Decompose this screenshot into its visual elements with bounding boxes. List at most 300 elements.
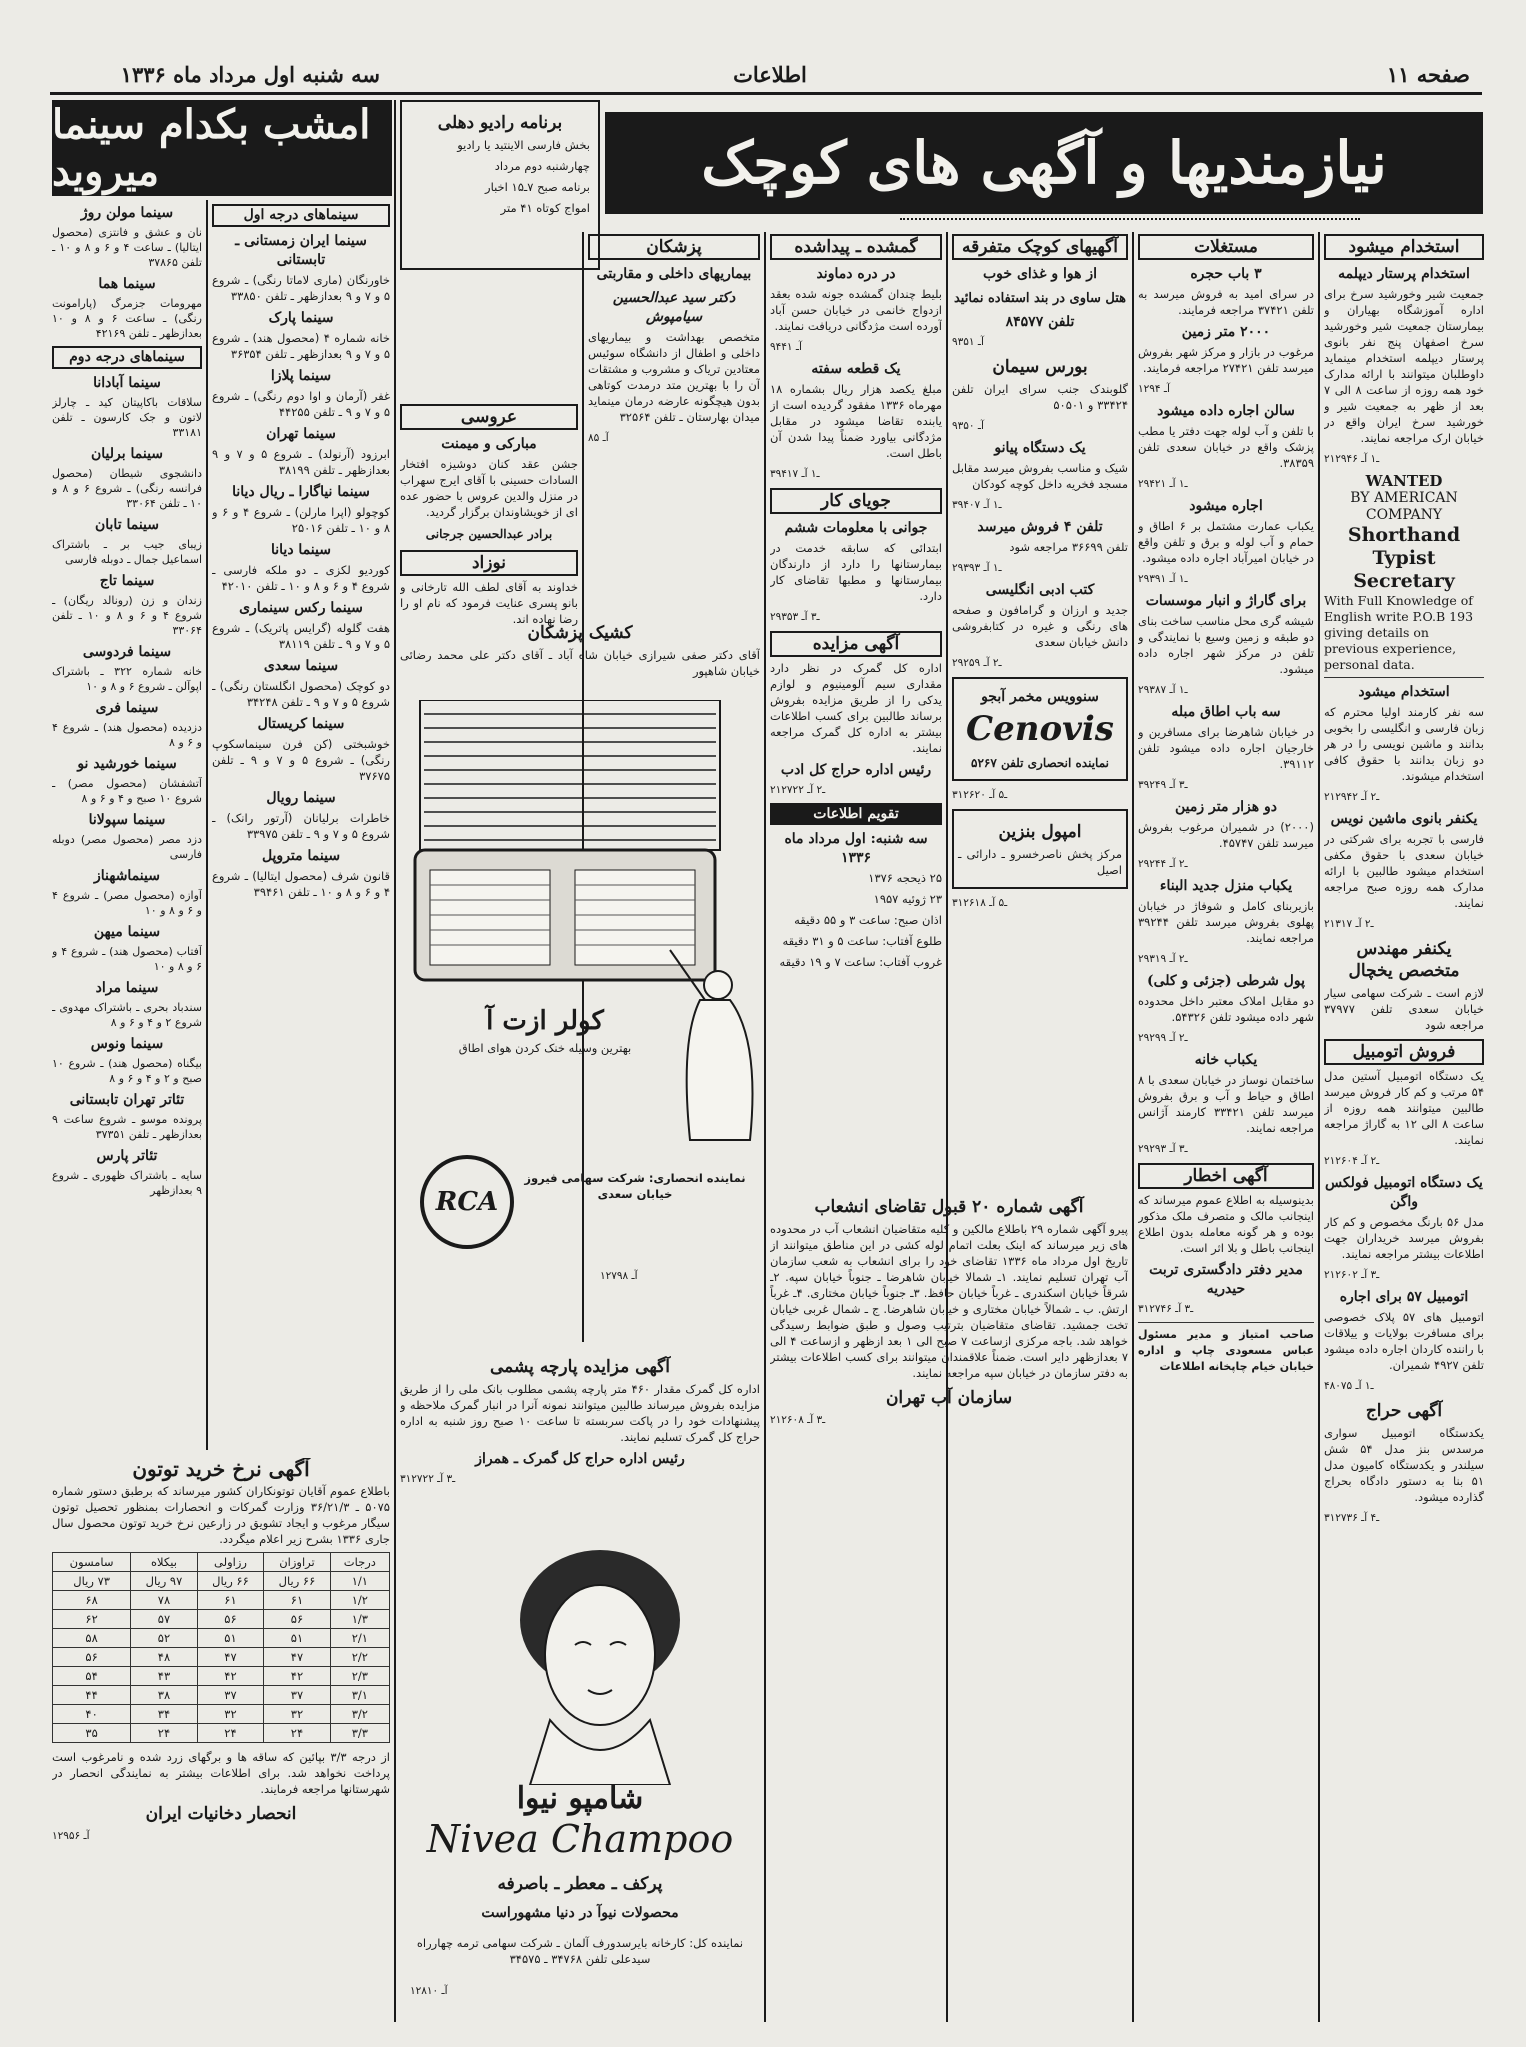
ad-code: ۳ـ۱ آـ ۹۴۰۷ — [952, 499, 1002, 511]
table-cell: ۵۶ — [264, 1610, 331, 1629]
calendar-day: سه شنبه: اول مرداد ماه ۱۳۳۶ — [784, 831, 928, 866]
ad-title: اجاره میشود — [1189, 498, 1263, 514]
newborn-header: نوزاد — [400, 550, 578, 576]
cinema-program: هفت گلوله (گرایس پاتریک) ـ شروع ۵ و ۷ و ۹ ـ تلفن ۳۸۱۱۹ — [212, 621, 390, 651]
doctor-name: دکتر سید عبدالحسین سیامپوش — [612, 290, 736, 325]
cinema-name: سینما پلازا — [270, 368, 332, 384]
ad-body: در سرای امید به فروش میرسد به تلفن ۳۷۴۲۱ مراجعه فرمایند. — [1138, 287, 1314, 317]
table-cell: ۵۸ — [53, 1629, 131, 1648]
water-notice — [770, 1196, 1128, 2022]
table-cell: ۹۷ ریال — [131, 1572, 198, 1591]
water-body: پیرو آگهی شماره ۲۹ باطلاع مالکین و کلیه متقاضیان انشعاب آب در محدوده های زیر میرساند که اینک بعلت اتمام لوله کشی در این مناطق میتوانند از تاریخ اول مرداد ماه ۱۳۳۶ تقاضای خود را برای انشعاب به شعب سازمان آب تهران تسلیم نمایند. ۱ـ شمالا خیابان شاهرضا ـ جنوباً خیابان سپه. ۲ـ شرقاً خیابان اسکندری ـ غرباً خیابان حافظ. ۳ـ جنوباً خیابان مختاری. ۴ـ غرباً ارتش. ب ـ شمالاً خیابان مختاری و خیابان شاهرضا. ج ـ شمال غربی خیابان تخت جمشید. تقاضای متقاضیان بترتیب وصول و طبق ضوابط رسیدگی خواهد شد. باجه مرکزی ازساعت ۷ صبح الی ۱ بعد ازظهر و ازساعت ۴ الی ۷ بعدازظهر دایر است. ضمناً علاقمندان میتوانند برای کسب اطلاعات بیشتر به دفتر سازمان در خیابان سپه مراجعه نمایند. — [770, 1222, 1128, 1380]
nivea-agent: نماینده کل: کارخانه بایرسدورف آلمان ـ شرکت سهامی ترمه چهارراه سیدعلی تلفن ۳۴۷۶۸ ـ ۳۴۵۷۵ — [416, 1936, 744, 1966]
warning-title: آگهی اخطار — [1138, 1163, 1314, 1189]
cloth-title: آگهی مزایده پارچه پشمی — [490, 1357, 670, 1377]
table-cell: ۶۲ — [53, 1610, 131, 1629]
table-cell: ۲/۱ — [330, 1629, 389, 1648]
cinema-program: سلاقات باکاپیتان کید ـ چارلز لاتون و جک کارسون ـ تلفن ۳۳۱۸۱ — [52, 396, 202, 439]
rca-logo: RCA — [420, 1155, 514, 1249]
ad-code: آـ ۱۲۹۵۶ — [52, 1830, 90, 1842]
ad-title: تلفن ۴ فروش میرسد — [977, 519, 1103, 535]
column-rule — [206, 200, 208, 1450]
column-header: سامسون — [53, 1553, 131, 1572]
ad-code: آـ ۸۵ — [588, 432, 609, 444]
wedding-subtitle: مبارکی و میمنت — [441, 436, 537, 452]
ad-code: ۲ـ۲ آـ ۱۲۷۲۲ — [770, 784, 826, 796]
table-cell: ۳۸ — [131, 1686, 198, 1705]
cinema-program: آوازه (محصول مصر) ـ شروع ۴ و ۶ و ۸ و ۱۰ — [52, 889, 202, 917]
ad-body: با تلفن و آب لوله جهت دفتر یا مطب پزشک واقع در خیابان سعدی تلفن ۳۸۳۵۹. — [1138, 424, 1314, 470]
cinemas-second-class — [52, 204, 202, 1444]
lost-found-column — [770, 234, 942, 1184]
wanted-body: With Full Knowledge of English write P.O.B 193 giving details on previous experience, personal data. — [1324, 593, 1474, 672]
ad-code: ۲ـ۲ آـ ۹۲۵۹ — [952, 657, 1002, 669]
ad-code: ۲ـ۱ آـ ۹۳۸۷ — [1138, 684, 1188, 696]
cinema-banner: امشب بکدام سینما میروید — [52, 100, 392, 196]
small-ads-column — [952, 234, 1128, 1334]
table-row — [53, 1705, 390, 1724]
cinema-program: زندان و زن (رونالد ریگان) ـ شروع ۴ و ۶ و ۸ و ۱۰ ـ تلفن ۳۳۰۶۴ — [52, 594, 202, 637]
ad-title: جوانی با معلومات ششم — [784, 520, 928, 536]
table-cell: ۶۸ — [53, 1591, 131, 1610]
cinema-name: سینما میهن — [93, 924, 161, 940]
table-cell: ۴۰ — [53, 1705, 131, 1724]
cinema-name: سینما ونوس — [90, 1036, 164, 1052]
ad-body: یکدستگاه اتومبیل سواری مرسدس بنز مدل ۵۴ شش سیلندر و یکدستگاه کامیون مدل ۵۱ بنا به دستور دادگاه بحراج گذارده میشود. — [1324, 1426, 1484, 1504]
table-cell: ۴۷ — [264, 1648, 331, 1667]
ad-body: شیشه گری محل مناسب ساخت بنای دو طبقه و زمین وسیع با نمایندگی و تلفن در مرکز شهر اجاره داده میشود. — [1138, 614, 1314, 676]
cinema-name: سینما فری — [95, 700, 159, 716]
ad-body: بدینوسیله به اطلاع عموم میرساند که اینجانب مالک و متصرف ملک مذکور بوده و هر گونه معامله بدون اطلاع اینجانب باطل و بلا اثر است. — [1138, 1193, 1314, 1255]
table-row — [53, 1648, 390, 1667]
cinemas-first-class — [212, 204, 390, 1444]
cinema-name: سینما نیاگارا ـ ریال دیانا — [232, 484, 370, 500]
employment-column — [1324, 234, 1484, 2024]
radio-line: بخش فارسی الاینتید یا رادیو — [457, 138, 590, 152]
cinema-name: سینما مراد — [95, 980, 159, 996]
cinema-name: سینما سعدی — [263, 658, 339, 674]
table-cell: ۳/۳ — [330, 1724, 389, 1743]
table-cell: ۳۷ — [264, 1686, 331, 1705]
ad-body: ابتدائی که سابقه خدمت در بیمارستانها را دارد از دارندگان بیمارستانها و مطبها تقاضای کار دارد. — [770, 541, 942, 603]
ad-code: ۲ـ۱ آـ ۹۳۹۳ — [952, 562, 1002, 574]
divider — [1324, 677, 1484, 678]
column-header: تراوزان — [264, 1553, 331, 1572]
ad-body: فارسی با تجربه برای شرکتی در خیابان سعدی با حقوق مکفی استخدام میشود طالبین با ارائه مدارک همه روزه صبح مراجعه نمایند. — [1324, 832, 1484, 910]
ad-code: ۲ـ۲ آـ ۱۳۱۷ — [1324, 918, 1374, 930]
cinema-program: دزد مصر (محصول مصر) دوبله فارسی — [52, 833, 202, 861]
tobacco-note: از درجه ۳/۳ بپائین که ساقه ها و برگهای زرد شده و نامرغوب است پرداخت نخواهد شد. برای اطلاعات بیشتر به نمایندگی انحصار در شهرستانها مراجعه فرمایند. — [52, 1750, 390, 1796]
cinema-name: تئاتر پارس — [96, 1148, 158, 1164]
table-cell: ۱/۱ — [330, 1572, 389, 1591]
ad-body: مدل ۵۶ بارنگ مخصوص و کم کار بفروش میرسد خریداران جهت اطلاعات بیشتر مراجعه نمایند. — [1324, 1215, 1484, 1261]
cenovis-agent: نماینده انحصاری تلفن ۵۲۶۷ — [971, 756, 1109, 770]
column-header: بیکلاه — [131, 1553, 198, 1572]
cinema-program: خانه شماره ۴ (محصول هند) ـ شروع ۵ و ۷ و ۹ بعدازظهر ـ تلفن ۳۶۳۵۴ — [212, 331, 390, 361]
table-cell: ۳۷ — [197, 1686, 264, 1705]
cinema-program: ابرزود (آرنولد) ـ شروع ۵ و ۷ و ۹ بعدازظهر ـ تلفن ۳۸۱۹۹ — [212, 447, 390, 477]
table-cell: ۳/۱ — [330, 1686, 389, 1705]
cinema-name: سینما کریستال — [257, 716, 345, 732]
cloth-signature: رئیس اداره حراج کل گمرک ـ همراز — [475, 1451, 685, 1467]
cinema-name: سینما تاج — [99, 573, 155, 589]
tobacco-notice — [52, 1458, 390, 2022]
table-cell: ۶۶ ریال — [197, 1572, 264, 1591]
cinema-name: سینماهای درجه دوم — [52, 346, 202, 369]
column-header: درجات — [330, 1553, 389, 1572]
header-rule — [50, 92, 1482, 95]
ad-title: پول شرطی (جزئی و کلی) — [1147, 973, 1305, 989]
auction-header: آگهی مزایده — [770, 631, 942, 657]
rca-title: کولر ازت آ — [486, 1006, 604, 1036]
column-rule — [764, 232, 766, 2022]
cinema-program: مهرومات جزمرگ (پارامونت رنگی) ـ ساعت ۶ و ۸ و ۱۰ بعدازظهر ـ تلفن ۴۲۱۶۹ — [52, 297, 202, 340]
doctors-header: پزشکان — [588, 234, 760, 260]
ad-body: شیک و مناسب بفروش میرسد مقابل مسجد فخریه داخل کوچه کودکان — [952, 461, 1128, 491]
table-cell: ۲۴ — [264, 1724, 331, 1743]
table-cell: ۲/۲ — [330, 1648, 389, 1667]
newborn-body: خداوند به آقای لطف الله تارخانی و بانو پسری عنایت فرمود که نام او را رضا نهاده اند. — [400, 580, 578, 626]
ad-title: برای گاراژ و انبار موسسات — [1145, 593, 1307, 609]
ad-code: ۲ـ۲ آـ ۹۲۴۴ — [1138, 858, 1188, 870]
table-row — [53, 1591, 390, 1610]
ad-code: ۲ـ۲ آـ ۱۲۹۴۲ — [1324, 791, 1380, 803]
ad-code: ۲ـ۲ آـ ۹۳۱۹ — [1138, 953, 1188, 965]
table-cell: ۶۱ — [197, 1591, 264, 1610]
cinema-name: سینما هما — [98, 276, 156, 292]
ad-title: یکباب خانه — [1194, 1052, 1258, 1068]
ad-body: یکباب عمارت مشتمل بر ۶ اطاق و حمام و آب لوله و برق و تلفن واقع در خیابان امیرآباد اجاره داده میشود. — [1138, 519, 1314, 565]
ad-body: اتومبیل های ۵۷ پلاک خصوصی برای مسافرت بولایات و ییلاقات با راننده کاردان اجاره داده میشود تلفن ۴۹۲۷ شمیران. — [1324, 1310, 1484, 1372]
ad-title: آگهی حراج — [1365, 1401, 1443, 1421]
ad-title: یکنفر مهندس متخصص یخچال — [1348, 939, 1460, 981]
calendar-line: طلوع آفتاب: ساعت ۵ و ۳۱ دقیقه — [782, 934, 942, 948]
rca-subtitle: بهترین وسیله خنک کردن هوای اطاق — [458, 1041, 632, 1055]
cinema-program: دانشجوی شیطان (محصول فرانسه رنگی) ـ شروع ۶ و ۸ و ۱۰ ـ تلفن ۳۳۰۶۴ — [52, 467, 202, 510]
table-row — [53, 1724, 390, 1743]
cinema-program: پرونده موسو ـ شروع ساعت ۹ بعدازظهر ـ تلفن ۳۷۳۵۱ — [52, 1113, 202, 1141]
ad-code: ۳ـ۳ آـ ۹۲۴۹ — [1138, 779, 1188, 791]
calendar-line: اذان صبح: ساعت ۳ و ۵۵ دقیقه — [794, 913, 942, 927]
ad-title: یکنفر بانوی ماشین نویس — [1330, 811, 1478, 827]
rca-cooler-ad — [400, 700, 760, 1350]
table-cell: ۱/۲ — [330, 1591, 389, 1610]
nivea-title-en: Nivea Champoo — [426, 1817, 734, 1861]
ad-title: در دره دماوند — [816, 266, 896, 282]
table-row — [53, 1572, 390, 1591]
ampoule-title: امپول بنزین — [998, 822, 1082, 842]
tobacco-body: باطلاع عموم آقایان توتونکاران کشور میرساند که برطبق دستور شماره ۵۰۷۵ ـ ۳۶/۲۱/۳ وزارت گمرکات و انحصارات بمنظور تحصیل توتون سیگار مرغوب و ایجاد تشویق در زارعین نرخ خرید توتون محصول سال جاری ۱۳۳۶ بشرح زیر اعلام میگردد. — [52, 1484, 390, 1546]
cinema-name: سینما مولن روژ — [80, 205, 174, 221]
real-estate-header: مستغلات — [1138, 234, 1314, 260]
cinema-name: سینما متروپل — [261, 848, 341, 864]
ad-body: دو مقابل املاک معتبر داخل محدوده شهر داده میشود تلفن ۵۴۳۲۶. — [1138, 994, 1314, 1024]
real-estate-column — [1138, 234, 1314, 2024]
cinema-program: خوشبختی (کن فرن سینماسکوپ رنگی) ـ شروع ۵ و ۷ و ۹ ـ تلفن ۳۷۶۷۵ — [212, 737, 390, 783]
table-cell: ۵۱ — [264, 1629, 331, 1648]
cenovis-logo: Cenovis — [966, 709, 1114, 749]
cloth-auction — [400, 1356, 760, 1516]
page-number: صفحه ۱۱ — [1386, 62, 1470, 87]
water-title: آگهی شماره ۲۰ قبول تقاضای انشعاب — [814, 1197, 1084, 1217]
newspaper-name: اطلاعات — [733, 62, 807, 87]
employment-header: استخدام میشود — [1324, 234, 1484, 260]
table-cell: ۳۲ — [264, 1705, 331, 1724]
table-cell: ۳/۲ — [330, 1705, 389, 1724]
ad-title: یک دستگاه پیانو — [994, 440, 1086, 456]
ad-body: گلوبندک جنب سرای ایران تلفن ۳۳۴۲۴ و ۵۰۵۰۱ — [952, 382, 1128, 412]
water-signature: سازمان آب تهران — [885, 1388, 1013, 1408]
wedding-body: جشن عقد کنان دوشیزه افتخار السادات حسینی با آقای ایرج سهراب در منزل والدین عروس با حضور عده ای از خویشاوندان برگزار گردید. — [400, 457, 578, 519]
banner-ornament — [900, 218, 1360, 226]
tobacco-signature: انحصار دخانیات ایران — [145, 1804, 297, 1824]
cinema-name: سینما آبادانا — [93, 375, 161, 391]
radio-line: امواج کوتاه ۴۱ متر — [500, 201, 590, 215]
woman-portrait — [400, 1525, 760, 1785]
cinema-name: سینماهای درجه اول — [212, 204, 390, 227]
cinema-name: سینما خورشید نو — [77, 756, 177, 772]
ad-body: یک دستگاه اتومبیل آستین مدل ۵۴ مرتب و کم کار فروش میرسد طالبین میتوانند همه روزه از ساعت ۸ الی ۱۲ به گاراژ مراجعه نمایند. — [1324, 1069, 1484, 1147]
wanted-title: WANTED — [1365, 472, 1443, 490]
cooler-illustration — [400, 700, 760, 1150]
ad-code: ۲ـ۳ آـ ۹۲۹۳ — [1138, 1143, 1188, 1155]
ad-code: ۳ـ۱ آـ ۹۴۱۷ — [770, 468, 820, 480]
social-column — [400, 404, 578, 654]
lost-found-header: گمشده ـ پیداشده — [770, 234, 942, 260]
ad-body: بازیربنای کامل و شوفاژ در خیابان پهلوی بفروش میرسد تلفن ۳۹۲۴۴ مراجعه نمایند. — [1138, 899, 1314, 945]
oncall-doctors — [400, 622, 760, 692]
calendar-line: ۲۳ ژوئیه ۱۹۵۷ — [873, 892, 942, 906]
ad-code: آـ ۹۳۵۱ — [952, 336, 984, 348]
ad-code: ۳ـ۳ آـ ۱۲۷۴۶ — [1138, 1303, 1194, 1315]
ad-title: از هوا و غذای خوب — [983, 266, 1097, 282]
car-sales-header: فروش اتومبیل — [1324, 1039, 1484, 1065]
cinema-name: سینما رکس سینماری — [239, 600, 363, 616]
ampoule-ad — [952, 809, 1128, 889]
table-cell: ۷۳ ریال — [53, 1572, 131, 1591]
wanted-role: Shorthand Typist Secretary — [1347, 524, 1461, 592]
ampoule-body: مرکز پخش ناصرخسرو ـ دارائی ـ اصیل — [958, 847, 1122, 877]
table-cell: ۵۶ — [53, 1648, 131, 1667]
publisher-line: صاحب امتیاز و مدیر مسئول عباس مسعودی چاپ و اداره خیابان خیام چاپخانه اطلاعات — [1138, 1328, 1314, 1373]
ad-body: بلیط چندان گمشده جونه شده بعقد ازدواج خانمی در خیابان حسن آباد آورده است مژدگانی دریافت نمایند. — [770, 287, 942, 333]
ad-code: ۲ـ۱ آـ ۱۲۹۴۶ — [1324, 453, 1380, 465]
table-cell: ۷۸ — [131, 1591, 198, 1610]
table-row — [53, 1686, 390, 1705]
table-cell: ۱/۳ — [330, 1610, 389, 1629]
oncall-body: آقای دکتر صفی شیرازی خیابان شاه آباد ـ آقای دکتر علی محمد رضائی خیابان شاهپور — [400, 648, 760, 678]
ad-title: یک دستگاه اتومبیل فولکس واگن — [1325, 1175, 1483, 1210]
table-cell: ۵۱ — [197, 1629, 264, 1648]
ad-code: آـ ۱۲۷۹۸ — [600, 1270, 638, 1282]
ad-body: جدید و ارزان و گرامافون و صفحه های رنگی و غیره در کتابفروشی دانش خیابان سعدی — [952, 603, 1128, 649]
ad-code: آـ ۹۳۵۰ — [952, 420, 984, 432]
calendar-header: تقویم اطلاعات — [770, 803, 942, 825]
ad-body: مبلغ یکصد هزار ریال بشماره ۱۸ مهرماه ۱۳۳۶ مفقود گردیده است از یابنده تقاضا میشود در مقابل مژدگانی بیاورد ضمناً پیدا شدن آن باطل است. — [770, 382, 942, 460]
ad-code: ۲ـ۳ آـ ۱۲۶۰۲ — [1324, 1269, 1380, 1281]
table-cell: ۲/۳ — [330, 1667, 389, 1686]
cinema-name: سینما دیانا — [271, 542, 331, 558]
column-header: رزاولی — [197, 1553, 264, 1572]
ad-code: ۲ـ۲ آـ ۹۲۹۹ — [1138, 1032, 1188, 1044]
wedding-header: عروسی — [400, 404, 578, 430]
cinema-program: سندباد بحری ـ باشتراک مهدوی ـ شروع ۲ و ۴ و ۶ و ۸ — [52, 1001, 202, 1029]
ad-title: اتومبیل ۵۷ برای اجاره — [1339, 1289, 1469, 1305]
cinema-program: خاطرات برلیانان (آرتور رانک) ـ شروع ۵ و ۷ و ۹ ـ تلفن ۳۳۹۷۵ — [212, 811, 390, 841]
wedding-signature: برادر عبدالحسین جرجانی — [425, 527, 553, 541]
ad-title: بیماریهای داخلی و مقاربتی — [596, 266, 752, 282]
cinema-name: تئاتر تهران تابستانی — [69, 1092, 185, 1108]
ad-body: (۲۰۰۰) در شمیران مرغوب بفروش میرسد تلفن ۴۵۷۴۷. — [1138, 820, 1314, 850]
ad-phone: تلفن ۸۴۵۷۷ — [1005, 314, 1075, 330]
ad-title: کتب ادبی انگلیسی — [985, 582, 1095, 598]
cinema-program: غفر (آرمان و اوا دوم رنگی) ـ شروع ۵ و ۷ و ۹ ـ تلفن ۴۴۲۵۵ — [212, 389, 390, 419]
cinema-program: دزدیده (محصول هند) ـ شروع ۴ و ۶ و ۸ — [52, 721, 202, 749]
ad-code: ۳ـ۵ آـ ۱۲۶۱۸ — [952, 897, 1008, 909]
cinema-program: بیگناه (محصول هند) ـ شروع ۱۰ صبح و ۲ و ۴ و ۶ و ۸ — [52, 1057, 202, 1085]
cinema-name: سینما پارک — [268, 310, 334, 326]
ad-code: ۲ـ۱ آـ ۹۴۲۱ — [1138, 478, 1188, 490]
table-cell: ۴۴ — [53, 1686, 131, 1705]
table-cell: ۳۵ — [53, 1724, 131, 1743]
cinema-program: زیبای جیب بر ـ باشتراک اسماعیل جمال ـ دوبله فارسی — [52, 538, 202, 566]
cinema-program: کوچولو (اپرا مارلن) ـ شروع ۴ و ۶ و ۸ و ۱۰ ـ تلفن ۲۵۰۱۶ — [212, 505, 390, 535]
cinema-program: سایه ـ باشتراک ظهوری ـ شروع ۹ بعدازظهر — [52, 1169, 202, 1197]
ad-signature: رئیس اداره حراج کل ادب — [780, 762, 932, 778]
cinema-program: دو کوچک (محصول انگلستان رنگی) ـ شروع ۵ و ۷ و ۹ ـ تلفن ۳۴۲۴۸ — [212, 679, 390, 709]
table-cell: ۳۲ — [197, 1705, 264, 1724]
ad-title: استخدام میشود — [1358, 684, 1450, 700]
ad-subtitle: هتل ساوی در بند استفاده نمائید — [953, 291, 1126, 306]
table-row — [53, 1610, 390, 1629]
table-cell: ۵۶ — [197, 1610, 264, 1629]
table-cell: ۴۳ — [131, 1667, 198, 1686]
wanted-company: BY AMERICAN COMPANY — [1350, 490, 1458, 523]
nivea-tagline: پرکف ـ معطر ـ باصرفه — [497, 1874, 663, 1894]
cinema-name: سینما سپولانا — [88, 812, 166, 828]
ad-code: آـ ۱۲۸۱۰ — [410, 1985, 448, 1997]
table-row — [53, 1629, 390, 1648]
ad-body: لازم است ـ شرکت سهامی سیار خیابان سعدی تلفن ۳۷۹۷۷ مراجعه شود — [1324, 986, 1484, 1032]
ad-body: اداره کل گمرک در نظر دارد مقداری سیم آلومینیوم و لوازم یدکی را از طریق مزایده بفروش برساند طالبین برای کسب اطلاعات بیشتر به اداره کل گمرک مراجعه نمایند. — [770, 661, 942, 755]
cinema-program: نان و عشق و فانتزی (محصول ایتالیا) ـ ساعت ۴ و ۶ و ۸ و ۱۰ ـ تلفن ۳۷۸۶۵ — [52, 226, 202, 269]
ad-title: دو هزار متر زمین — [1175, 799, 1277, 815]
tobacco-price-table — [52, 1552, 390, 1743]
table-cell: ۲۴ — [197, 1724, 264, 1743]
ad-code: آـ ۹۴۴۱ — [770, 341, 802, 353]
column-rule — [1318, 232, 1320, 2022]
ad-code: ۲ـ۳ آـ ۱۲۶۰۸ — [770, 1414, 826, 1426]
table-cell: ۴۲ — [264, 1667, 331, 1686]
cinema-name: سینما ایران زمستانی ـ تابستانی — [235, 233, 367, 268]
oncall-header: کشیک پزشکان — [527, 623, 633, 643]
ad-title: یک قطعه سفته — [811, 361, 901, 377]
table-cell: ۵۷ — [131, 1610, 198, 1629]
ad-body: سه نفر کارمند اولیا محترم که زبان فارسی و انگلیسی را بخوبی بدانند و ماشین نویسی را در هر دو زبان بدانند با حقوق کافی استخدام میشوند. — [1324, 705, 1484, 783]
table-cell: ۶۶ ریال — [264, 1572, 331, 1591]
ad-body: در خیابان شاهرضا برای مسافرین و خارجیان اجاره داده میشود تلفن ۳۹۱۱۲. — [1138, 725, 1314, 771]
cinema-program: خانه شماره ۳۲۲ ـ باشتراک اپوآلن ـ شروع ۶ و ۸ و ۱۰ — [52, 665, 202, 693]
table-cell: ۶۱ — [264, 1591, 331, 1610]
ad-code: ۳ـ۳ آـ ۱۲۷۲۲ — [400, 1473, 456, 1485]
ad-code: ۲ـ۱ آـ ۹۳۹۱ — [1138, 573, 1188, 585]
cenovis-ad — [952, 677, 1128, 781]
issue-date: سه شنبه اول مرداد ماه ۱۳۳۶ — [120, 62, 380, 87]
cinema-program: خاورنگان (ماری لاماتا رنگی) ـ شروع ۵ و ۷ و ۹ بعدازظهر ـ تلفن ۳۳۸۵۰ — [212, 273, 390, 303]
cinema-name: سینما فردوسی — [82, 644, 172, 660]
cinema-program: آفتاب (محصول هند) ـ شروع ۴ و ۶ و ۸ و ۱۰ — [52, 945, 202, 973]
table-cell: ۴۸ — [131, 1648, 198, 1667]
ad-title: سالن اجاره داده میشود — [1157, 403, 1295, 419]
ad-code: آـ ۱۲۹۴ — [1138, 383, 1170, 395]
ad-title: سه باب اطاق مبله — [1171, 704, 1281, 720]
table-cell: ۵۴ — [53, 1667, 131, 1686]
job-seekers-header: جویای کار — [770, 488, 942, 514]
radio-line: چهارشنبه دوم مرداد — [494, 159, 590, 173]
cinema-name: سینما برلیان — [90, 446, 164, 462]
ad-body: متخصص بهداشت و بیماریهای داخلی و اطفال از دانشگاه سوئیس معتادین تریاک و مشروب و مشتقات آن را با بهترین متد درمدت کوتاهی بدون هیچگونه عارضه درمان مینماید میدان بهارستان ـ تلفن ۳۲۵۶۴ — [588, 330, 760, 424]
ad-code: ۲ـ۲ آـ ۱۲۶۰۴ — [1324, 1155, 1380, 1167]
divider — [1138, 1322, 1314, 1323]
cinema-name: سینماشهناز — [94, 868, 160, 884]
ad-title: استخدام پرستار دیپلمه — [1338, 266, 1470, 282]
table-row — [53, 1667, 390, 1686]
ad-signature: مدیر دفتر دادگستری تربت حیدریه — [1149, 1262, 1303, 1297]
ad-code: ۳ـ۵ آـ ۱۲۶۲۰ — [952, 789, 1008, 801]
nivea-ad — [400, 1525, 760, 2022]
cinema-program: آتشفشان (محصول مصر) ـ شروع ۱۰ صبح و ۴ و ۶ و ۸ — [52, 777, 202, 805]
rca-agent: نماینده انحصاری: شرکت سهامی فیروز خیابان سعدی — [524, 1171, 746, 1201]
cinema-program: قانون شرف (محصول ایتالیا) ـ شروع ۴ و ۶ و ۸ و ۱۰ ـ تلفن ۳۹۴۶۱ — [212, 869, 390, 899]
ad-body: ساختمان نوساز در خیابان سعدی با ۸ اطاق و حیاط و آب و برق بفروش میرسد تلفن ۳۳۴۲۱ کارمند آژانس مراجعه نمایند. — [1138, 1073, 1314, 1135]
small-ads-header: آگهیهای کوچک متفرقه — [952, 234, 1128, 260]
cloth-body: اداره کل گمرک مقدار ۴۶۰ متر پارچه پشمی مطلوب بانک ملی را از طریق مزایده بفروش میرساند طالبین میتوانند نمونه آنرا در انبار گمرک ملاحظه و پیشنهادات خود را در پاکت سربسته تا ساعت ۱۰ صبح روز شنبه به اداره حراج کل گمرک تسلیم نمایند. — [400, 1382, 760, 1444]
ad-title: ۳ باب حجره — [1190, 266, 1262, 282]
table-cell: ۳۴ — [131, 1705, 198, 1724]
radio-line: برنامه صبح ۷ـ۱۵ اخبار — [485, 180, 590, 194]
table-cell: ۲۴ — [131, 1724, 198, 1743]
nivea-title-fa: شامپو نیوا — [516, 1781, 644, 1816]
table-header-row — [53, 1553, 390, 1572]
cinema-name: سینما رویال — [266, 790, 336, 806]
ad-title: بورس سیمان — [992, 357, 1088, 377]
ad-title: یکباب منزل جدید البناء — [1159, 878, 1293, 894]
cinema-program: کوردیو لکزی ـ دو ملکه فارسی ـ شروع ۴ و ۶ و ۸ و ۱۰ ـ تلفن ۴۲۰۱۰ — [212, 563, 390, 593]
cinema-name: سینما تابان — [94, 517, 160, 533]
doctors-column — [588, 234, 760, 654]
ad-body: تلفن ۳۶۶۹۹ مراجعه شود — [1009, 540, 1128, 554]
table-cell: ۴۷ — [197, 1648, 264, 1667]
ad-code: ۲ـ۳ آـ ۹۳۵۳ — [770, 611, 820, 623]
column-rule — [1132, 232, 1134, 2022]
table-cell: ۵۲ — [131, 1629, 198, 1648]
cinema-name: سینما تهران — [266, 426, 336, 442]
calendar-line: ۲۵ ذیحجه ۱۳۷۶ — [868, 871, 942, 885]
small-ads-banner: نیازمندیها و آگهی های کوچک — [605, 112, 1483, 214]
cenovis-title-fa: سنوویس مخمر آبجو — [981, 689, 1099, 705]
nivea-slogan: محصولات نیوآ در دنیا مشهوراست — [481, 1905, 679, 1921]
tobacco-title: آگهی نرخ خرید توتون — [132, 1458, 310, 1481]
column-rule — [394, 100, 396, 2022]
table-cell: ۴۲ — [197, 1667, 264, 1686]
radio-title: برنامه رادیو دهلی — [437, 113, 563, 133]
ad-body: مرغوب در بازار و مرکز شهر بفروش میرسد تلفن ۲۷۴۲۱ مراجعه فرمایند. — [1138, 345, 1314, 375]
ad-code: ۳ـ۴ آـ ۱۲۷۳۶ — [1324, 1512, 1380, 1524]
ad-title: ۲۰۰۰ متر زمین — [1181, 324, 1271, 340]
ad-code: ۴ـ۱ آـ ۸۰۷۵ — [1324, 1380, 1374, 1392]
calendar-line: غروب آفتاب: ساعت ۷ و ۱۹ دقیقه — [779, 955, 942, 969]
radio-program — [400, 100, 600, 270]
